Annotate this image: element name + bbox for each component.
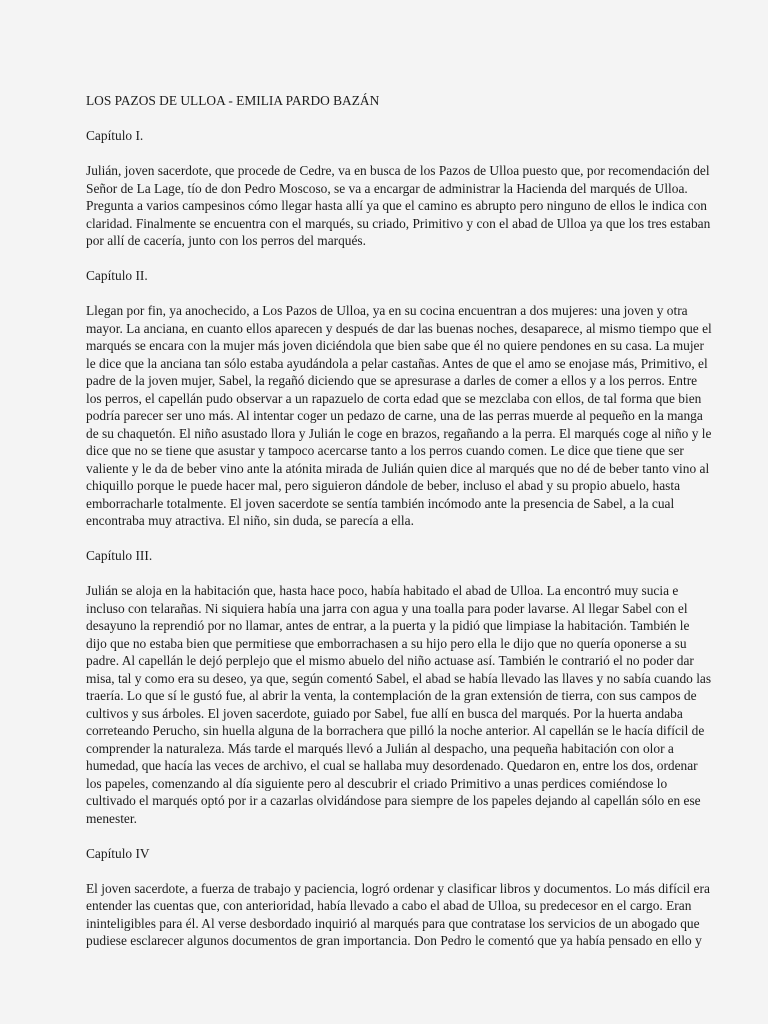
paragraph-line: humedad, que hacía las veces de archivo, el cual se hallaba muy desordenado. Quedaron en, entre los dos, ordenar: [86, 758, 698, 773]
paragraph-line: El joven sacerdote, a fuerza de trabajo y paciencia, logró ordenar y clasificar libros y documentos. Lo más difícil era: [86, 880, 710, 896]
paragraph-line: por allí de cacería, junto con los perros del marqués.: [86, 233, 366, 248]
paragraph-line: de su chaquetón. El niño asustado llora y Julián le coge en brazos, regañando a la perra. El marqués coge al niño y le: [86, 425, 712, 441]
chapter-heading: Capítulo IV: [86, 845, 150, 861]
paragraph-line: menester.: [86, 810, 137, 826]
paragraph-line: correteando Perucho, sin huella alguna de la borrachera que pilló la noche anterior. Al capellán se le hacía difícil de: [86, 723, 705, 738]
paragraph-line: marqués se encara con la mujer más joven diciéndola que bien sabe que él no quiere pendones en su casa. La mujer: [86, 338, 704, 353]
paragraph-line: Pregunta a varios campesinos cómo llegar hasta allí ya que el camino es abrupto pero ninguno de ellos le indica con: [86, 198, 707, 213]
chapter-paragraph: [86, 162, 711, 250]
chapter-paragraph: [86, 582, 712, 827]
paragraph-line: podría parecer ser uno más. Al intentar coger un pedazo de carne, una de las perras muerde al pequeño en la manga: [86, 408, 703, 423]
paragraph-line: traería. Lo que sí le gustó fue, al abrir la venta, la contemplación de la gran extensión de tierra, con sus campos de: [86, 688, 697, 703]
paragraph-line: Señor de La Lage, tío de don Pedro Moscoso, se va a encargar de administrar la Hacienda del marqués de Ulloa.: [86, 180, 688, 196]
chapters-container: [86, 127, 712, 950]
paragraph-line: valiente y le da de beber vino ante la atónita mirada de Julián quien dice al marqués que no dé de beber tanto vino al: [86, 460, 710, 476]
paragraph-line: cultivado el marqués optó por ir a cazarlas olvidándose para siempre de los papeles dejando al capellán sólo en ese: [86, 793, 701, 808]
paragraph-line: cultivos y sus árboles. El joven sacerdote, guiado por Sabel, fue allí en busca del marqués. Por la huerta andaba: [86, 705, 683, 721]
paragraph-line: Julián se aloja en la habitación que, hasta hace poco, había habitado el abad de Ulloa. La encontró muy sucia e: [86, 583, 679, 598]
paragraph-line: le dice que la anciana tan sólo estaba ayudándola a pelar castañas. Antes de que el amo se enojase más, Primitivo, el: [86, 355, 708, 371]
paragraph-line: comprender la naturaleza. Más tarde el marqués llevó a Julián al despacho, una pequeña habitación con olor a: [86, 740, 674, 756]
paragraph-line: entender las cuentas que, con anterioridad, había llevado a cabo el abad de Ulloa, su predecesor en el cargo. Eran: [86, 898, 692, 913]
paragraph-line: padre. Al capellán le dejó perplejo que el mismo abuelo del niño actuase así. También le contrarió el no poder dar: [86, 653, 694, 668]
document-title: LOS PAZOS DE ULLOA - EMILIA PARDO BAZÁN: [86, 93, 380, 108]
paragraph-line: emborracharle totalmente. El joven sacerdote se sentía también incómodo ante la presencia de Sabel, a la cual: [86, 495, 675, 511]
paragraph-line: misa, tal y como era su deseo, ya que, según comentó Sabel, el abad se había llevado las llaves y no sabía cuando las: [86, 670, 712, 686]
paragraph-line: los papeles, comenzando al día siguiente pero al descubrir el criado Primitivo a unas perdices comiéndose lo: [86, 775, 668, 791]
paragraph-line: Llegan por fin, ya anochecido, a Los Pazos de Ulloa, ya en su cocina encuentran a dos mujeres: una joven y otra: [86, 303, 688, 318]
chapter-heading: Capítulo I.: [86, 128, 144, 143]
paragraph-line: chiquillo porque le puede hacer mal, pero siguieron dándole de beber, incluso el abad y su propio abuelo, hasta: [86, 478, 681, 493]
paragraph-line: padre de la joven mujer, Sabel, la regañó diciendo que se apresurase a darles de comer a ellos y a los perros. Entre: [86, 373, 698, 388]
paragraph-line: claridad. Finalmente se encuentra con el marqués, su criado, Primitivo y con el abad de Ulloa ya que los tres estaban: [86, 215, 711, 231]
chapter-paragraph: [86, 880, 710, 950]
paragraph-line: desayuno la reprendió por no llamar, antes de entrar, a la puerta y la pidió que limpiase la habitación. También le: [86, 618, 690, 633]
paragraph-line: incluso con telarañas. Ni siquiera había una jarra con agua y una toalla para poder lavarse. Al llegar Sabel con el: [86, 600, 688, 616]
chapter-paragraph: [86, 302, 712, 530]
paragraph-line: encontraba muy atractiva. El niño, sin duda, se parecía a ella.: [86, 513, 414, 528]
chapter-heading: Capítulo II.: [86, 268, 148, 283]
paragraph-line: los perros, el capellán pudo observar a un rapazuelo de corta edad que se mezclaba con ellos, de tal forma que bien: [86, 390, 702, 406]
paragraph-line: pudiese esclarecer algunos documentos de gran importancia. Don Pedro le comentó que ya había pensado en ello y: [86, 933, 702, 948]
paragraph-line: ininteligibles para él. Al verse desbordado inquirió al marqués para que contratase los servicios de un abogado que: [86, 915, 700, 931]
chapter-heading: Capítulo III.: [86, 548, 153, 563]
paragraph-line: dijo que no estaba bien que permitiese que emborrachasen a su hijo pero ella le dijo que no quería oponerse a su: [86, 635, 687, 651]
paragraph-line: Julián, joven sacerdote, que procede de Cedre, va en busca de los Pazos de Ulloa puesto que, por recomendación del: [86, 163, 710, 178]
paragraph-line: dice que no se tiene que asustar y tampoco acercarse tanto a los perros cuando comen. Le dice que tiene que ser: [86, 443, 684, 458]
paragraph-line: mayor. La anciana, en cuanto ellos aparecen y después de dar las buenas noches, desaparece, al mismo tiempo que el: [86, 320, 712, 336]
